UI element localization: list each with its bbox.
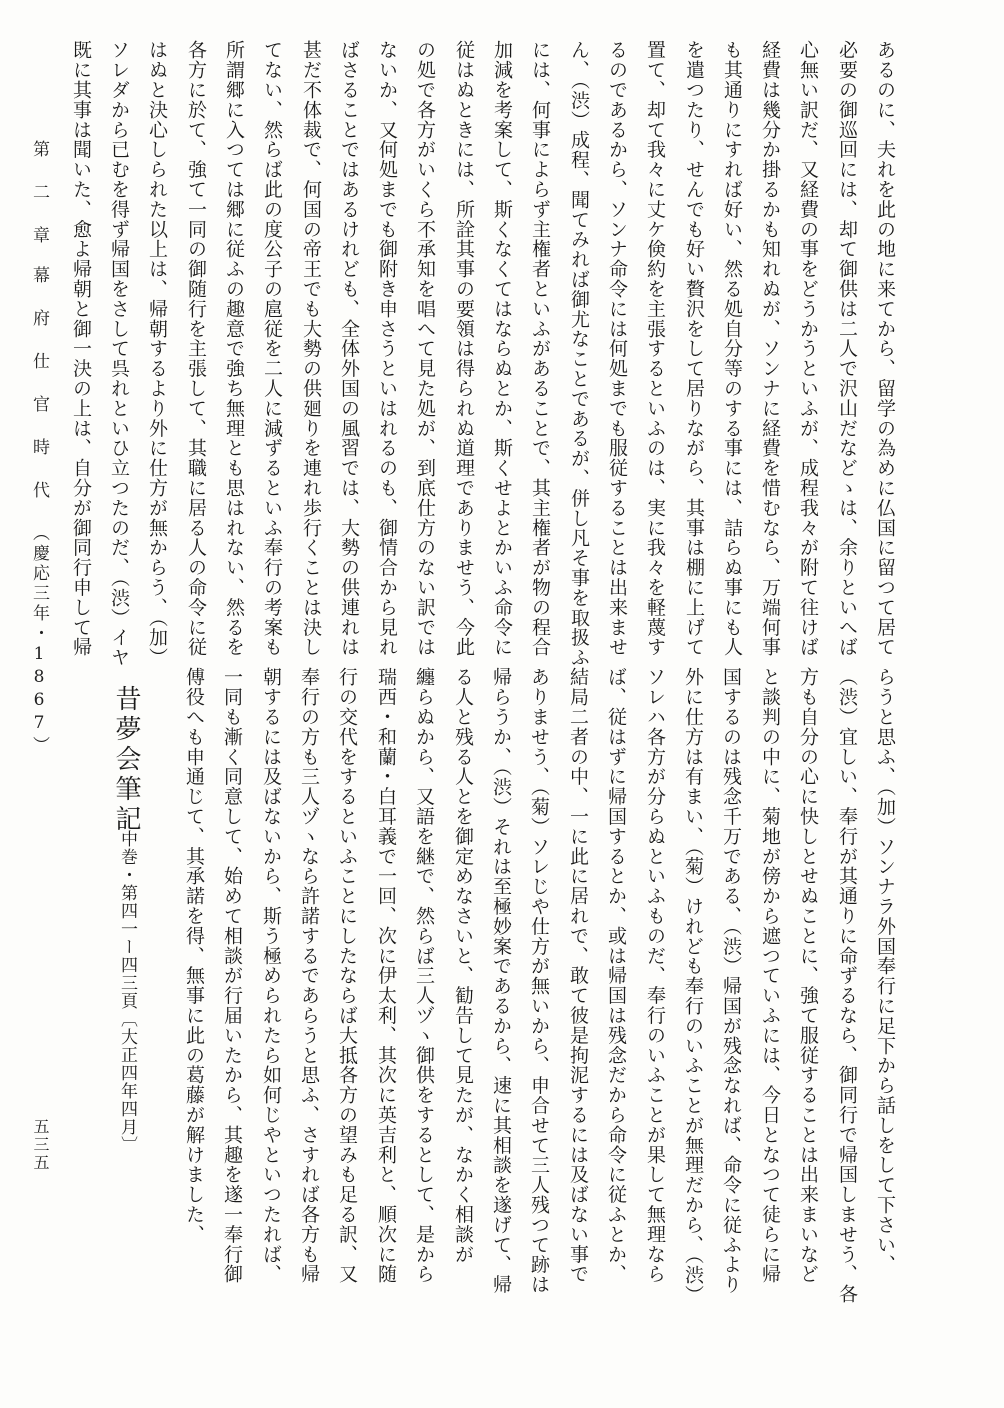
text-column: 帰らうか、（渋）それは至極妙案であるから、速に其相談を遂げて、帰 — [490, 667, 512, 1295]
text-column: 置て、却て我々に丈ケ倹約を主張するといふのは、実に我々を軽蔑す — [644, 40, 666, 657]
text-column: 瑞西・和蘭・白耳義で一回、次に伊太利、其次に英吉利と、順次に随 — [375, 667, 397, 1284]
text-column: 甚だ不体裁で、何国の帝王でも大勢の供廻りを連れ歩行くことは決し — [300, 40, 322, 657]
page-number: 五三五 — [31, 1118, 50, 1172]
text-column: 外に仕方は有まい、（菊）けれども奉行のいふことが無理だから、（渋） — [682, 667, 704, 1305]
text-column: には、何事によらず主権者といふがあることで、其主権者が物の程合 — [529, 40, 551, 657]
text-column: の処で各方がいくら不承知を唱へて見た処が、到底仕方のない訳では — [414, 40, 436, 657]
text-column: はぬと決心しられた以上は、帰朝するより外に仕方が無からう、（加） — [146, 40, 168, 668]
text-column: 結局二者の中、一に此に居れで、敢て彼是拘泥するには及ばない事で — [567, 667, 589, 1284]
text-column: 纏らぬから、又語を継で、然らば三人ヅヽ御供をするとして、是から — [413, 667, 435, 1284]
text-column: てない、然らば此の度公子の扈従を二人に減ずるといふ奉行の考案も — [261, 40, 283, 657]
text-column: 一同も漸く同意して、始めて相談が行届いたから、其趣を遂一奉行御 — [221, 667, 243, 1284]
text-column: 朝するには及ばないから、斯う極められたら如何じやといつたれば、 — [260, 667, 282, 1284]
text-column: 必要の御巡回には、却て御供は二人で沢山だなどゝは、余りといへば — [836, 40, 858, 657]
text-column: 方も自分の心に快しとせぬことに、強て服従することは出来まいなど — [797, 667, 819, 1284]
text-column: 既に其事は聞いた、愈よ帰朝と御一決の上は、自分が御同行申して帰 — [70, 40, 92, 657]
text-column: ばさることではあるけれども、全体外国の風習では、大勢の供連れは — [338, 40, 360, 657]
text-column: あるのに、夫れを此の地に来てから、留学の為めに仏国に留つて居て — [874, 40, 896, 657]
text-column: 経費は幾分か掛るかも知れぬが、ソンナに経費を惜むなら、万端何事 — [759, 40, 781, 657]
source-info: 中巻・第四一ー四三頁〔大正四年四月〕 — [117, 830, 137, 1154]
text-column: 加減を考案して、斯くなくてはならぬとか、斯くせよとかいふ命令に — [491, 40, 513, 657]
source-title: 昔夢会筆記 — [111, 685, 141, 835]
text-column: るのであるから、ソンナ命令には何処までも服従することは出来ませ — [606, 40, 628, 657]
text-column: 従はぬときには、所詮其事の要領は得られぬ道理でありませう、今此 — [453, 40, 475, 657]
text-column: る人と残る人とを御定めなさいと、勧告して見たが、なかく相談が — [452, 667, 474, 1264]
text-column: と談判の中に、菊地が傍から遮つていふには、今日となつて徒らに帰 — [759, 667, 781, 1284]
text-column: 所謂郷に入つては郷に従ふの趣意で強ち無理とも思はれない、然るを — [223, 40, 245, 657]
text-column: 各方に於て、強て一同の御随行を主張して、其職に居る人の命令に従 — [185, 40, 207, 657]
text-column: を遣つたり、せんでも好い贅沢をして居りながら、其事は棚に上げて — [683, 40, 705, 657]
text-column: ん、（渋）成程、聞てみれば御尤なことであるが、併し凡そ事を取扱ふ — [568, 40, 590, 668]
text-column: 国するのは残念千万である、（渋）帰国が残念なれば、命令に従ふより — [720, 667, 742, 1295]
text-column: 奉行の方も三人ヅヽなら許諾するであらうと思ふ、さすれば各方も帰 — [298, 667, 320, 1284]
text-column: 行の交代をするといふことにしたならば大抵各方の望みも足る訳、又 — [336, 667, 358, 1284]
text-column: 傅役へも申通じて、其承諾を得、無事に此の葛藤が解けました、 — [183, 667, 205, 1245]
running-head: 第 二 章 幕 府 仕 官 時 代 （慶応三年・1867） — [29, 140, 49, 756]
text-column: ありませう、（菊）ソレじや仕方が無いから、申合せて三人残つて跡は — [528, 667, 550, 1295]
text-column: （渋）宜しい、奉行が其通りに命ずるなら、御同行で帰国しませう、各 — [836, 667, 858, 1304]
text-column: ソレハ各方が分らぬといふものだ、奉行のいふことが果して無理なら — [644, 667, 666, 1284]
text-column: らうと思ふ、（加）ソンナラ外国奉行に足下から話しをして下さい、 — [874, 667, 896, 1275]
text-column: ソレダから已むを得ず帰国をさして呉れといひ立つたのだ、（渋）イヤ — [108, 40, 130, 668]
text-column: も其通りにすれば好い、然る処自分等のする事には、詰らぬ事にも人 — [721, 40, 743, 657]
text-column: ないか、又何処までも御附き申さうといはれるのも、御情合から見れ — [376, 40, 398, 657]
text-column: ば、従はずに帰国するとか、或は帰国は残念だから命令に従ふとか、 — [605, 667, 627, 1284]
text-column: 心無い訳だ、又経費の事をどうかうといふが、成程我々が附て往けば — [797, 40, 819, 657]
